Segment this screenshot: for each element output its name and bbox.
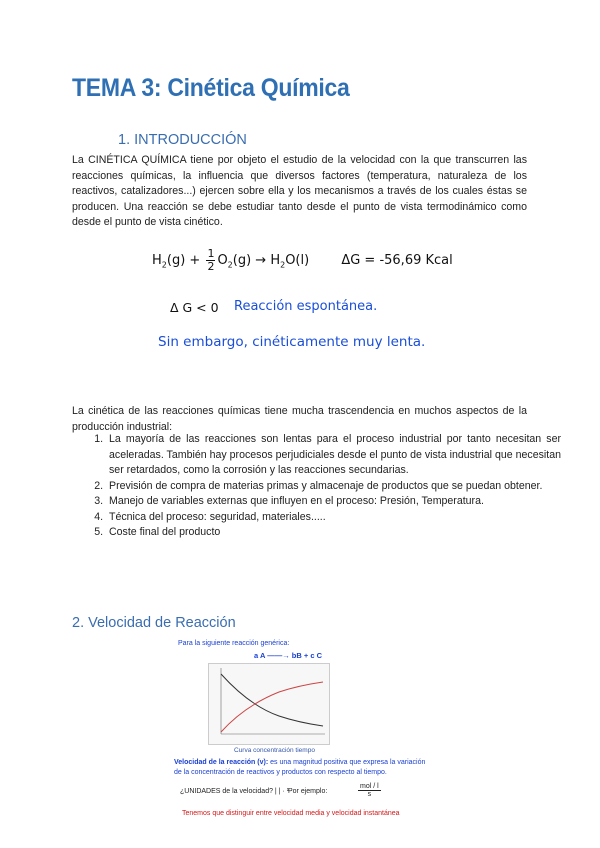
delta-g-condition: Δ G < 0: [170, 300, 219, 315]
concentration-curves-svg: [209, 664, 329, 744]
eq-g-plus: (g) +: [166, 253, 201, 268]
reactant-curve: [221, 674, 323, 726]
kinetically-slow-note: Sin embargo, cinéticamente muy lenta.: [158, 334, 426, 350]
reaction-rate-figure: [170, 636, 430, 826]
eq-sub-3: 2: [280, 260, 286, 270]
example-units-fraction: [358, 783, 381, 798]
list-item: 1. La mayoría de las reacciones son lentas para el proceso industrial por tanto necesitan ser aceleradas. También hay procesos perjudiciales desde el punto de vista industrial que necesitan ser retardados, como la corrosión y las reacciones secundarias.: [106, 432, 561, 479]
rate-definition-bold: Velocidad de la reacción (v):: [174, 759, 269, 766]
rate-definition-line1: [174, 759, 425, 766]
reaction-equation: [152, 248, 453, 273]
example-denominator: s: [367, 791, 372, 798]
list-item: 4. Técnica del proceso: seguridad, materiales.....: [106, 510, 561, 526]
concentration-time-graph: [208, 663, 330, 745]
eq-sub-1: 2: [161, 260, 167, 270]
section-heading-introduccion: 1. INTRODUCCIÓN: [118, 132, 247, 148]
average-vs-instantaneous-note: Tenemos que distinguir entre velocidad media y velocidad instantánea: [182, 810, 400, 817]
generic-reaction: a A ——→ bB + c C: [254, 651, 322, 660]
eq-delta-g: ΔG = -56,69 Kcal: [341, 253, 453, 268]
eq-sub-2: 2: [227, 260, 233, 270]
list-item: 2. Previsión de compra de materias primas y almacenaje de productos que se puedan obtener.: [106, 479, 561, 495]
list-item: 3. Manejo de variables externas que influyen en el proceso: Presión, Temperatura.: [106, 494, 561, 510]
figure-caption-top: Para la siguiente reacción genérica:: [178, 640, 290, 647]
graph-caption: Curva concentración tiempo: [234, 747, 315, 754]
eq-arrow-h: (g) → H: [232, 253, 281, 268]
example-label: Por ejemplo:: [288, 788, 328, 795]
list-item: 5. Coste final del producto: [106, 525, 561, 541]
industry-paragraph: La cinética de las reacciones químicas tiene mucha trascendencia en muchos aspectos de la producción industrial:: [72, 405, 527, 433]
eq-frac-den: 2: [207, 260, 215, 273]
eq-fraction: [206, 248, 215, 273]
rate-definition-line2: de la concentración de reactivos y productos con respecto al tiempo.: [174, 769, 387, 776]
eq-o: O: [217, 253, 228, 268]
eq-frac-num: 1: [207, 247, 215, 260]
page-title: TEMA 3: Cinética Química: [72, 74, 350, 102]
spontaneous-note: Reacción espontánea.: [234, 299, 378, 314]
eq-h: H: [152, 253, 162, 268]
rate-definition-rest: es una magnitud positiva que expresa la variación: [268, 759, 426, 766]
example-numerator: mol / l: [360, 783, 379, 790]
units-question: ¿UNIDADES de la velocidad? | | · ¹: [180, 788, 290, 795]
section-heading-velocidad: 2. Velocidad de Reacción: [72, 615, 236, 631]
intro-paragraph: La CINÉTICA QUÍMICA tiene por objeto el estudio de la velocidad con la que transcurren las reacciones químicas, la influencia que diversos factores (temperatura, naturaleza de los reactivos, catalizadores...) ejercen sobre ella y los mecanismos a través de los cuales éstas se producen. Una reacción se debe estudiar tanto desde el punto de vista termodinámico como desde el punto de vista cinético.: [72, 154, 527, 228]
industry-aspects-list: [72, 432, 561, 541]
eq-water: O(l): [285, 253, 310, 268]
